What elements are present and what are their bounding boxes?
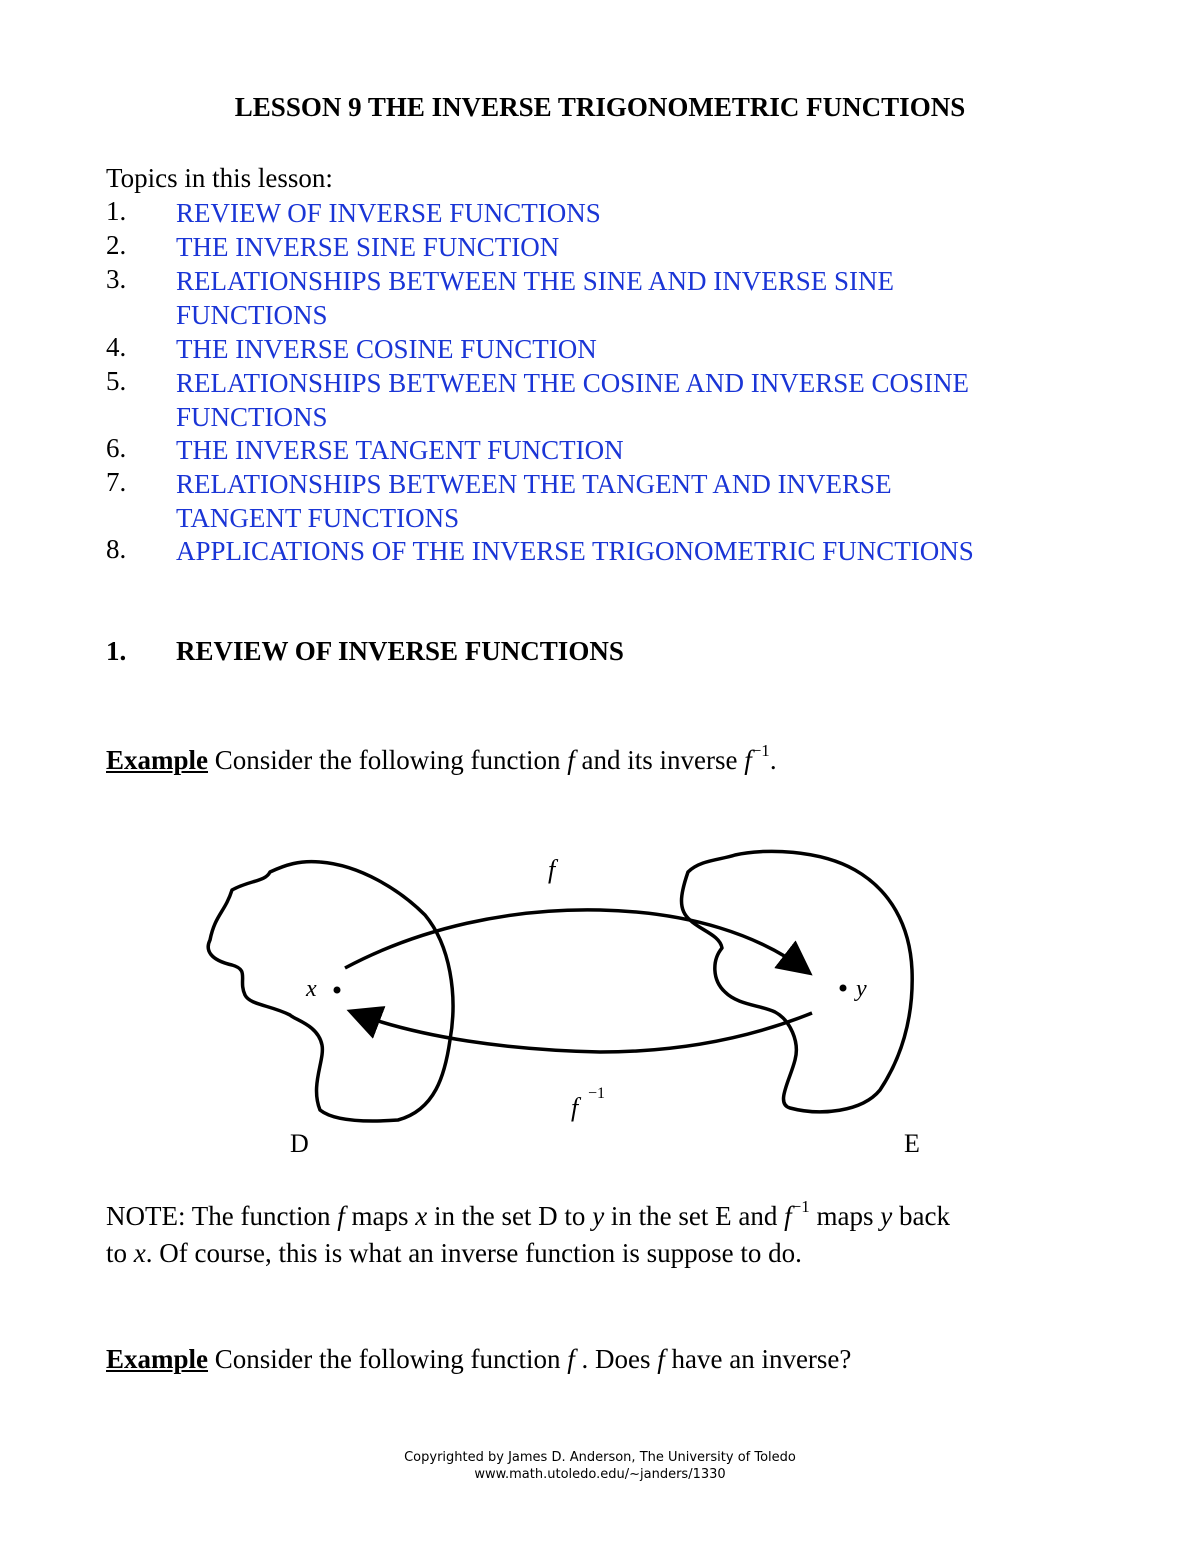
point-x-dot (334, 987, 341, 994)
section-title: REVIEW OF INVERSE FUNCTIONS (176, 636, 624, 666)
toc-link-review-inverse[interactable]: REVIEW OF INVERSE FUNCTIONS (176, 198, 601, 228)
toc-number: 3. (106, 264, 127, 294)
note-text: in the set D to (427, 1201, 593, 1231)
note-text: . Of course, this is what an inverse function is suppose to do. (145, 1238, 802, 1268)
point-x-label: x (306, 976, 317, 1002)
toc-number: 6. (106, 433, 127, 463)
note-text: back (892, 1201, 950, 1231)
toc-link-applications[interactable]: APPLICATIONS OF THE INVERSE TRIGONOMETRIC FUNCTIONS (176, 536, 974, 566)
toc-link-tangent-relationships[interactable]: RELATIONSHIPS BETWEEN THE TANGENT AND INVERSE TANGENT FUNCTIONS (176, 469, 892, 533)
note-line-2 (106, 1238, 802, 1269)
note-text: maps (344, 1201, 416, 1231)
example-label: Example (106, 745, 209, 775)
example-text: and its inverse (574, 745, 745, 775)
example-2 (106, 1344, 851, 1375)
toc-number: 1. (106, 196, 127, 226)
note-text: maps (809, 1201, 881, 1231)
variable-y: y (592, 1201, 605, 1231)
example-text: Consider the following function (208, 1344, 568, 1374)
toc-number: 7. (106, 467, 127, 497)
toc-link-inverse-sine[interactable]: THE INVERSE SINE FUNCTION (176, 232, 560, 262)
page-title: LESSON 9 THE INVERSE TRIGONOMETRIC FUNCTIONS (234, 92, 966, 122)
toc-link-cosine-relationships[interactable]: RELATIONSHIPS BETWEEN THE COSINE AND INVERSE COSINE FUNCTIONS (176, 368, 969, 432)
inverse-exponent: −1 (791, 1197, 810, 1216)
arrow-f-inverse-exponent: −1 (588, 1085, 606, 1102)
toc-number: 5. (106, 366, 127, 396)
point-y-label: y (856, 976, 867, 1002)
function-f: f (337, 1201, 345, 1231)
variable-y: y (880, 1201, 893, 1231)
example-1 (106, 741, 777, 776)
inverse-function-diagram (0, 820, 1200, 1160)
point-y-dot (840, 985, 847, 992)
variable-x: x (133, 1238, 146, 1268)
toc-link-sine-relationships[interactable]: RELATIONSHIPS BETWEEN THE SINE AND INVERSE SINE FUNCTIONS (176, 266, 894, 330)
arrow-f-inverse-label: f (571, 1093, 579, 1122)
function-f-inverse: f (744, 745, 752, 775)
note-line-1 (106, 1197, 950, 1232)
function-f: f (567, 1344, 575, 1374)
function-f: f (657, 1344, 665, 1374)
set-d-blob (208, 862, 453, 1121)
arrow-f-inverse (352, 1012, 812, 1052)
toc-link-inverse-cosine[interactable]: THE INVERSE COSINE FUNCTION (176, 334, 597, 364)
arrow-f-label: f (548, 855, 556, 884)
footer-copyright: Copyrighted by James D. Anderson, The University of Toledo (404, 1450, 796, 1465)
inverse-exponent: −1 (751, 741, 770, 760)
note-text: in the set E and (604, 1201, 785, 1231)
set-d-label: D (290, 1129, 309, 1158)
toc-number: 4. (106, 332, 127, 362)
variable-x: x (415, 1201, 428, 1231)
example-text: Consider the following function (208, 745, 568, 775)
toc-number: 2. (106, 230, 127, 260)
note-text: to (106, 1238, 134, 1268)
function-f-inverse: f (784, 1201, 792, 1231)
arrow-f (345, 910, 808, 972)
footer-url[interactable]: www.math.utoledo.edu/~janders/1330 (474, 1467, 726, 1482)
toc-link-inverse-tangent[interactable]: THE INVERSE TANGENT FUNCTION (176, 435, 624, 465)
topics-heading: Topics in this lesson: (106, 163, 333, 193)
set-e-label: E (904, 1129, 920, 1158)
note-text: NOTE: The function (106, 1201, 338, 1231)
set-e-blob (682, 851, 913, 1111)
example-label: Example (106, 1344, 209, 1374)
example-text: have an inverse? (664, 1344, 852, 1374)
example-text: . (769, 745, 777, 775)
toc-number: 8. (106, 534, 127, 564)
example-text: . Does (574, 1344, 658, 1374)
section-number: 1. (106, 636, 127, 666)
function-f: f (567, 745, 575, 775)
